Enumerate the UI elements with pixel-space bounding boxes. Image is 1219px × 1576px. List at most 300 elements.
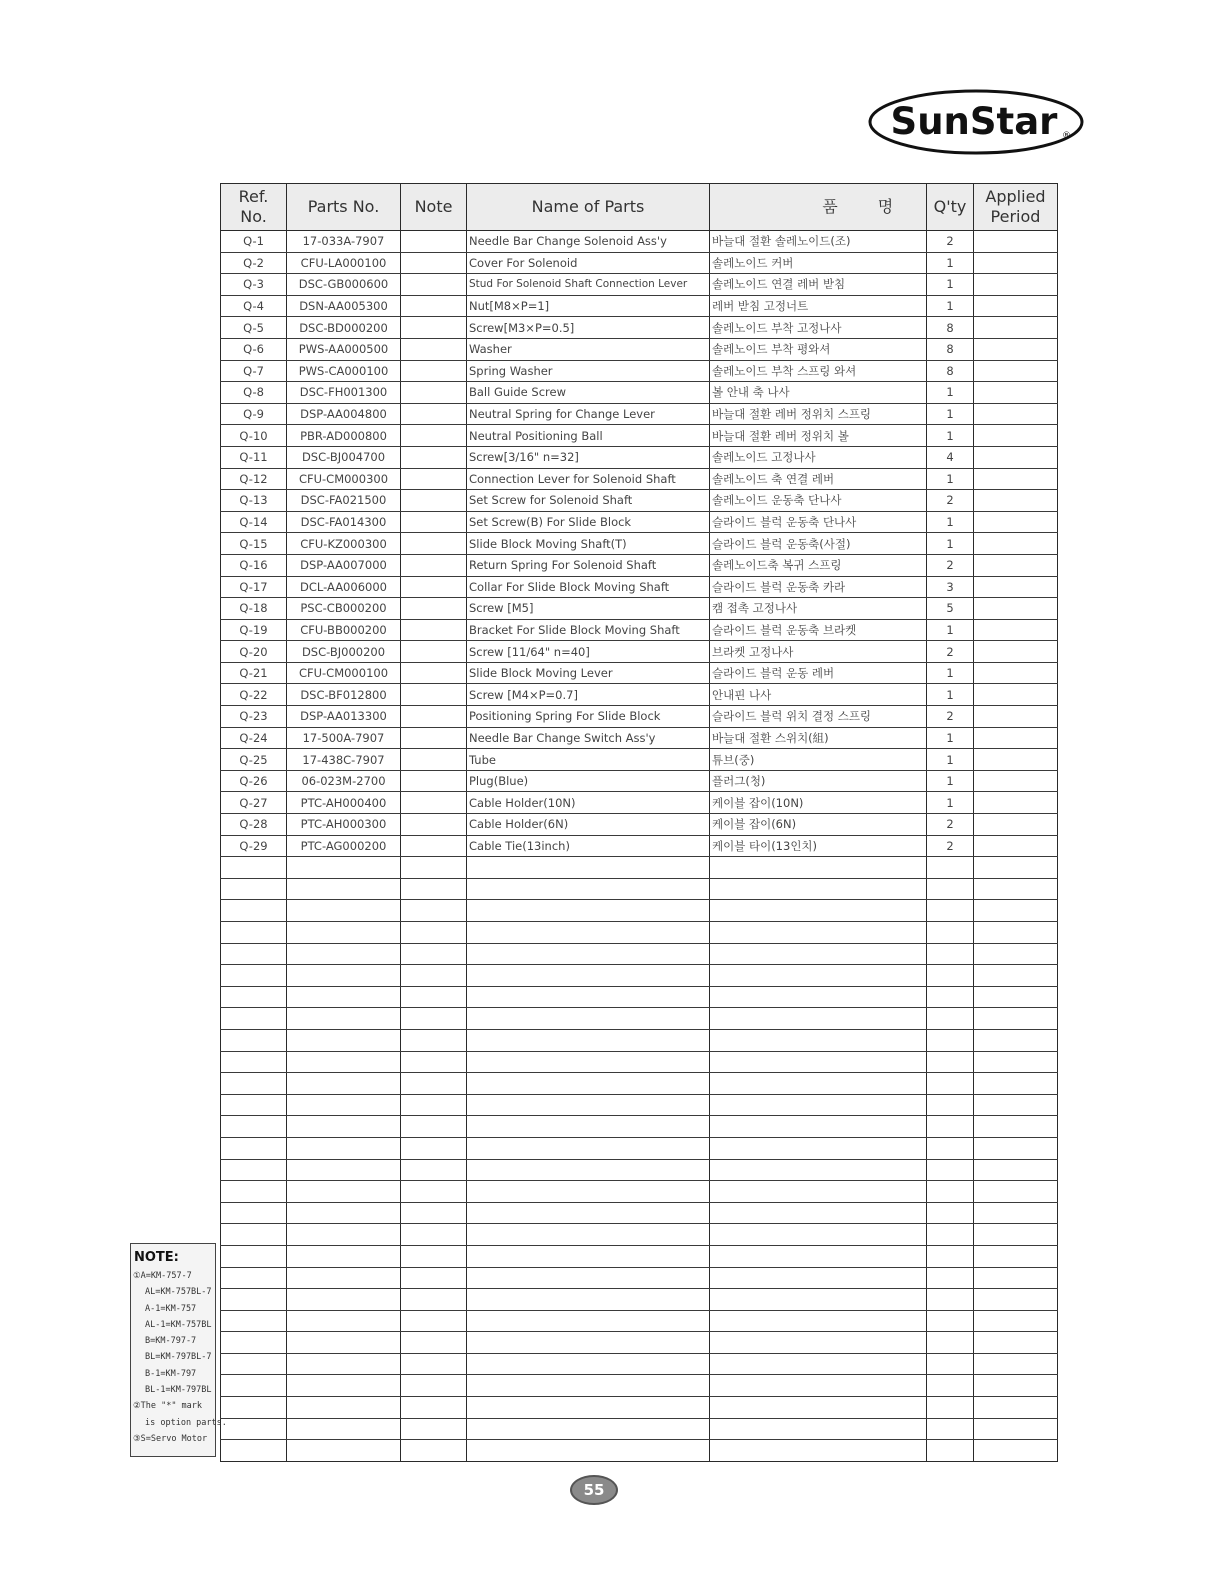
- name-of-parts-cell: [467, 1224, 710, 1246]
- table-row: [221, 403, 1058, 425]
- parts-no-cell: [287, 943, 401, 965]
- applied-period-cell: [974, 576, 1058, 598]
- parts-no-cell: DSN-AA005300: [287, 295, 401, 317]
- note-cell: [401, 641, 467, 663]
- note-cell: [401, 1418, 467, 1440]
- note-cell: [401, 490, 467, 512]
- name-of-parts-cell: [467, 1181, 710, 1203]
- applied-period-cell: [974, 1418, 1058, 1440]
- ref-cell: [221, 1094, 287, 1116]
- korean-name-cell: [710, 1440, 927, 1462]
- ref-cell: [221, 1029, 287, 1051]
- parts-no-cell: [287, 1073, 401, 1095]
- name-of-parts-cell: [467, 1353, 710, 1375]
- name-of-parts-cell: [467, 878, 710, 900]
- applied-period-cell: [974, 814, 1058, 836]
- parts-no-cell: [287, 1008, 401, 1030]
- empty-table-row: [221, 965, 1058, 987]
- ref-cell: [221, 857, 287, 879]
- note-cell: [401, 1029, 467, 1051]
- name-of-parts-cell: [467, 1289, 710, 1311]
- table-row: [221, 317, 1058, 339]
- name-of-parts-cell: Bracket For Slide Block Moving Shaft: [467, 619, 710, 641]
- parts-no-cell: [287, 1310, 401, 1332]
- ref-cell: Q-1: [221, 231, 287, 253]
- applied-period-cell: [974, 338, 1058, 360]
- applied-period-cell: [974, 1440, 1058, 1462]
- ref-cell: [221, 986, 287, 1008]
- note-cell: [401, 231, 467, 253]
- name-of-parts-cell: [467, 1418, 710, 1440]
- parts-no-cell: CFU-BB000200: [287, 619, 401, 641]
- korean-name-cell: 솔레노이드축 복귀 스프링: [710, 554, 927, 576]
- parts-no-cell: PTC-AH000400: [287, 792, 401, 814]
- name-of-parts-cell: Cover For Solenoid: [467, 252, 710, 274]
- qty-cell: 1: [927, 684, 974, 706]
- note-cell: [401, 814, 467, 836]
- table-row: [221, 533, 1058, 555]
- qty-cell: 5: [927, 598, 974, 620]
- note-line: is option parts.: [145, 1417, 227, 1428]
- name-of-parts-cell: [467, 857, 710, 879]
- empty-table-row: [221, 1029, 1058, 1051]
- note-cell: [401, 1181, 467, 1203]
- parts-no-cell: PSC-CB000200: [287, 598, 401, 620]
- ref-cell: [221, 1332, 287, 1354]
- ref-cell: Q-16: [221, 554, 287, 576]
- korean-name-cell: [710, 900, 927, 922]
- ref-cell: [221, 1051, 287, 1073]
- ref-cell: Q-27: [221, 792, 287, 814]
- korean-name-cell: [710, 1159, 927, 1181]
- name-of-parts-cell: Screw [M4×P=0.7]: [467, 684, 710, 706]
- applied-period-cell: [974, 1159, 1058, 1181]
- qty-cell: [927, 1094, 974, 1116]
- korean-name-cell: 솔레노이드 부착 스프링 와셔: [710, 360, 927, 382]
- korean-name-cell: 솔레노이드 부착 고정나사: [710, 317, 927, 339]
- name-of-parts-cell: [467, 1116, 710, 1138]
- note-cell: [401, 986, 467, 1008]
- qty-cell: 1: [927, 252, 974, 274]
- korean-name-cell: 솔레노이드 연결 레버 받침: [710, 274, 927, 296]
- korean-name-cell: [710, 1181, 927, 1203]
- table-row: [221, 576, 1058, 598]
- korean-name-cell: 케이블 잡이(6N): [710, 814, 927, 836]
- applied-period-cell: [974, 317, 1058, 339]
- qty-cell: [927, 1137, 974, 1159]
- qty-cell: [927, 857, 974, 879]
- name-of-parts-cell: [467, 1267, 710, 1289]
- applied-period-cell: [974, 1289, 1058, 1311]
- qty-cell: 1: [927, 511, 974, 533]
- qty-cell: 1: [927, 382, 974, 404]
- parts-no-cell: [287, 857, 401, 879]
- applied-period-cell: [974, 727, 1058, 749]
- korean-name-cell: 슬라이드 블럭 운동축(사절): [710, 533, 927, 555]
- note-cell: [401, 1224, 467, 1246]
- note-cell: [401, 338, 467, 360]
- empty-table-row: [221, 878, 1058, 900]
- ref-cell: [221, 1267, 287, 1289]
- ref-cell: [221, 1375, 287, 1397]
- applied-period-cell: [974, 857, 1058, 879]
- korean-name-cell: [710, 986, 927, 1008]
- name-of-parts-cell: [467, 1029, 710, 1051]
- note-cell: [401, 1267, 467, 1289]
- ref-cell: Q-4: [221, 295, 287, 317]
- note-line: BL-1=KM-797BL: [145, 1385, 212, 1396]
- note-line: ③S=Servo Motor: [133, 1433, 208, 1444]
- name-of-parts-cell: Plug(Blue): [467, 770, 710, 792]
- parts-no-cell: DSC-FA021500: [287, 490, 401, 512]
- name-of-parts-cell: [467, 943, 710, 965]
- note-cell: [401, 878, 467, 900]
- note-cell: [401, 922, 467, 944]
- note-line: AL-1=KM-757BL: [145, 1319, 212, 1330]
- qty-cell: [927, 1310, 974, 1332]
- applied-period-cell: [974, 1029, 1058, 1051]
- note-cell: [401, 533, 467, 555]
- header-parts-no: Parts No.: [287, 184, 401, 231]
- qty-cell: [927, 1440, 974, 1462]
- table-row: [221, 619, 1058, 641]
- applied-period-cell: [974, 1310, 1058, 1332]
- note-cell: [401, 1051, 467, 1073]
- qty-cell: [927, 1159, 974, 1181]
- korean-name-cell: [710, 1353, 927, 1375]
- ref-cell: Q-2: [221, 252, 287, 274]
- korean-name-cell: [710, 1137, 927, 1159]
- parts-no-cell: DSC-BJ004700: [287, 446, 401, 468]
- parts-no-cell: CFU-CM000300: [287, 468, 401, 490]
- name-of-parts-cell: Set Screw for Solenoid Shaft: [467, 490, 710, 512]
- qty-cell: [927, 1051, 974, 1073]
- ref-cell: [221, 1224, 287, 1246]
- qty-cell: 2: [927, 814, 974, 836]
- qty-cell: 1: [927, 727, 974, 749]
- korean-name-cell: 바늘대 절환 레버 정위치 볼: [710, 425, 927, 447]
- parts-no-cell: 06-023M-2700: [287, 770, 401, 792]
- note-cell: [401, 792, 467, 814]
- empty-table-row: [221, 986, 1058, 1008]
- korean-name-cell: [710, 1224, 927, 1246]
- parts-no-cell: [287, 1267, 401, 1289]
- table-row: [221, 835, 1058, 857]
- table-row: [221, 792, 1058, 814]
- qty-cell: 1: [927, 274, 974, 296]
- name-of-parts-cell: [467, 900, 710, 922]
- qty-cell: 1: [927, 749, 974, 771]
- note-cell: [401, 274, 467, 296]
- name-of-parts-cell: Slide Block Moving Lever: [467, 662, 710, 684]
- parts-no-cell: [287, 986, 401, 1008]
- header-note: Note: [401, 184, 467, 231]
- table-row: [221, 662, 1058, 684]
- qty-cell: [927, 1332, 974, 1354]
- empty-table-row: [221, 1116, 1058, 1138]
- name-of-parts-cell: Screw[M3×P=0.5]: [467, 317, 710, 339]
- ref-cell: [221, 1137, 287, 1159]
- korean-name-cell: 레버 받침 고정너트: [710, 295, 927, 317]
- qty-cell: 2: [927, 641, 974, 663]
- note-line: B-1=KM-797: [145, 1368, 197, 1379]
- svg-text:®: ®: [1062, 131, 1071, 141]
- note-line: ②The "*" mark: [133, 1401, 203, 1412]
- korean-name-cell: 케이블 잡이(10N): [710, 792, 927, 814]
- header-name-of-parts: Name of Parts: [467, 184, 710, 231]
- note-cell: [401, 598, 467, 620]
- ref-cell: [221, 1289, 287, 1311]
- note-line: BL=KM-797BL-7: [145, 1352, 212, 1363]
- name-of-parts-cell: [467, 1332, 710, 1354]
- parts-no-cell: [287, 1159, 401, 1181]
- note-cell: [401, 468, 467, 490]
- ref-cell: [221, 1418, 287, 1440]
- qty-cell: 8: [927, 360, 974, 382]
- korean-name-cell: 슬라이드 블럭 운동축 브라켓: [710, 619, 927, 641]
- applied-period-cell: [974, 468, 1058, 490]
- note-line: ①A=KM-757-7: [133, 1271, 192, 1281]
- ref-cell: Q-11: [221, 446, 287, 468]
- parts-no-cell: [287, 1224, 401, 1246]
- note-cell: [401, 1073, 467, 1095]
- korean-name-cell: [710, 1332, 927, 1354]
- name-of-parts-cell: Return Spring For Solenoid Shaft: [467, 554, 710, 576]
- applied-period-cell: [974, 446, 1058, 468]
- applied-period-cell: [974, 295, 1058, 317]
- parts-no-cell: DSC-BD000200: [287, 317, 401, 339]
- qty-cell: [927, 1116, 974, 1138]
- name-of-parts-cell: Collar For Slide Block Moving Shaft: [467, 576, 710, 598]
- korean-name-cell: [710, 1418, 927, 1440]
- table-row: [221, 295, 1058, 317]
- applied-period-cell: [974, 425, 1058, 447]
- applied-period-cell: [974, 360, 1058, 382]
- applied-period-cell: [974, 231, 1058, 253]
- empty-table-row: [221, 1375, 1058, 1397]
- ref-cell: [221, 900, 287, 922]
- applied-period-cell: [974, 684, 1058, 706]
- table-row: [221, 274, 1058, 296]
- korean-name-cell: 솔레노이드 축 연결 레버: [710, 468, 927, 490]
- applied-period-cell: [974, 965, 1058, 987]
- parts-no-cell: 17-500A-7907: [287, 727, 401, 749]
- korean-name-cell: [710, 857, 927, 879]
- note-cell: [401, 1310, 467, 1332]
- note-cell: [401, 1353, 467, 1375]
- table-row: [221, 511, 1058, 533]
- korean-name-cell: 플러그(청): [710, 770, 927, 792]
- note-cell: [401, 684, 467, 706]
- ref-cell: Q-9: [221, 403, 287, 425]
- applied-period-cell: [974, 403, 1058, 425]
- note-cell: [401, 749, 467, 771]
- korean-name-cell: [710, 1008, 927, 1030]
- ref-cell: Q-8: [221, 382, 287, 404]
- header-korean-right: 명: [877, 197, 894, 216]
- name-of-parts-cell: Nut[M8×P=1]: [467, 295, 710, 317]
- parts-no-cell: PWS-CA000100: [287, 360, 401, 382]
- table-row: [221, 684, 1058, 706]
- ref-cell: Q-3: [221, 274, 287, 296]
- name-of-parts-cell: Screw [M5]: [467, 598, 710, 620]
- note-cell: [401, 425, 467, 447]
- ref-cell: Q-6: [221, 338, 287, 360]
- empty-table-row: [221, 1397, 1058, 1419]
- qty-cell: [927, 1267, 974, 1289]
- applied-period-cell: [974, 1353, 1058, 1375]
- qty-cell: 1: [927, 619, 974, 641]
- applied-period-cell: [974, 619, 1058, 641]
- ref-cell: [221, 1440, 287, 1462]
- qty-cell: 1: [927, 533, 974, 555]
- korean-name-cell: 바늘대 절환 솔레노이드(조): [710, 231, 927, 253]
- qty-cell: [927, 1029, 974, 1051]
- table-row: [221, 706, 1058, 728]
- name-of-parts-cell: Cable Holder(6N): [467, 814, 710, 836]
- qty-cell: 1: [927, 403, 974, 425]
- ref-cell: Q-19: [221, 619, 287, 641]
- name-of-parts-cell: [467, 1202, 710, 1224]
- parts-no-cell: [287, 1332, 401, 1354]
- ref-cell: [221, 922, 287, 944]
- korean-name-cell: [710, 922, 927, 944]
- note-cell: [401, 252, 467, 274]
- note-cell: [401, 835, 467, 857]
- parts-no-cell: CFU-CM000100: [287, 662, 401, 684]
- qty-cell: [927, 1008, 974, 1030]
- note-cell: [401, 317, 467, 339]
- korean-name-cell: [710, 965, 927, 987]
- name-of-parts-cell: Cable Holder(10N): [467, 792, 710, 814]
- empty-table-row: [221, 1289, 1058, 1311]
- name-of-parts-cell: [467, 986, 710, 1008]
- ref-cell: Q-22: [221, 684, 287, 706]
- note-cell: [401, 1245, 467, 1267]
- name-of-parts-cell: Screw [11/64" n=40]: [467, 641, 710, 663]
- empty-table-row: [221, 922, 1058, 944]
- name-of-parts-cell: [467, 1094, 710, 1116]
- korean-name-cell: 캠 접촉 고정나사: [710, 598, 927, 620]
- applied-period-cell: [974, 1116, 1058, 1138]
- name-of-parts-cell: [467, 1008, 710, 1030]
- parts-no-cell: [287, 1440, 401, 1462]
- name-of-parts-cell: [467, 1375, 710, 1397]
- qty-cell: [927, 1289, 974, 1311]
- parts-no-cell: [287, 1116, 401, 1138]
- parts-no-cell: DSC-BJ000200: [287, 641, 401, 663]
- empty-table-row: [221, 1245, 1058, 1267]
- qty-cell: 1: [927, 662, 974, 684]
- qty-cell: [927, 943, 974, 965]
- empty-table-row: [221, 1224, 1058, 1246]
- name-of-parts-cell: Set Screw(B) For Slide Block: [467, 511, 710, 533]
- header-ref-no: Ref. No.: [221, 184, 287, 231]
- name-of-parts-cell: Spring Washer: [467, 360, 710, 382]
- ref-cell: [221, 1202, 287, 1224]
- parts-no-cell: [287, 1397, 401, 1419]
- name-of-parts-cell: Needle Bar Change Switch Ass'y: [467, 727, 710, 749]
- note-cell: [401, 446, 467, 468]
- note-line: B=KM-797-7: [145, 1336, 197, 1347]
- parts-no-cell: PTC-AH000300: [287, 814, 401, 836]
- empty-table-row: [221, 943, 1058, 965]
- qty-cell: 1: [927, 295, 974, 317]
- table-row: [221, 446, 1058, 468]
- empty-table-row: [221, 857, 1058, 879]
- header-korean-left: 품: [822, 197, 838, 216]
- parts-no-cell: DSC-FA014300: [287, 511, 401, 533]
- note-cell: [401, 1159, 467, 1181]
- name-of-parts-cell: Screw[3/16" n=32]: [467, 446, 710, 468]
- qty-cell: 1: [927, 792, 974, 814]
- name-of-parts-cell: Needle Bar Change Solenoid Ass'y: [467, 231, 710, 253]
- table-row: [221, 598, 1058, 620]
- table-row: [221, 554, 1058, 576]
- empty-table-row: [221, 1267, 1058, 1289]
- empty-table-row: [221, 1051, 1058, 1073]
- name-of-parts-cell: Neutral Positioning Ball: [467, 425, 710, 447]
- parts-table: [220, 183, 1058, 1462]
- ref-cell: Q-26: [221, 770, 287, 792]
- korean-name-cell: 솔레노이드 부착 평와셔: [710, 338, 927, 360]
- korean-name-cell: [710, 1267, 927, 1289]
- ref-cell: Q-12: [221, 468, 287, 490]
- empty-table-row: [221, 1202, 1058, 1224]
- name-of-parts-cell: Connection Lever for Solenoid Shaft: [467, 468, 710, 490]
- korean-name-cell: 솔레노이드 운동축 단나사: [710, 490, 927, 512]
- table-row: [221, 814, 1058, 836]
- parts-no-cell: [287, 1245, 401, 1267]
- empty-table-row: [221, 1440, 1058, 1462]
- ref-cell: Q-20: [221, 641, 287, 663]
- applied-period-cell: [974, 1181, 1058, 1203]
- ref-cell: [221, 1159, 287, 1181]
- applied-period-cell: [974, 554, 1058, 576]
- name-of-parts-cell: Slide Block Moving Shaft(T): [467, 533, 710, 555]
- ref-cell: [221, 1116, 287, 1138]
- applied-period-cell: [974, 1224, 1058, 1246]
- applied-period-cell: [974, 792, 1058, 814]
- note-cell: [401, 554, 467, 576]
- korean-name-cell: [710, 1094, 927, 1116]
- qty-cell: [927, 1245, 974, 1267]
- korean-name-cell: 슬라이드 블럭 운동축 카라: [710, 576, 927, 598]
- empty-table-row: [221, 1332, 1058, 1354]
- header-korean-name: [710, 184, 927, 231]
- note-line: A-1=KM-757: [145, 1303, 197, 1314]
- applied-period-cell: [974, 900, 1058, 922]
- qty-cell: 8: [927, 338, 974, 360]
- parts-no-cell: [287, 1289, 401, 1311]
- parts-no-cell: PWS-AA000500: [287, 338, 401, 360]
- parts-no-cell: PTC-AG000200: [287, 835, 401, 857]
- ref-cell: [221, 1353, 287, 1375]
- qty-cell: [927, 922, 974, 944]
- ref-cell: Q-25: [221, 749, 287, 771]
- note-cell: [401, 511, 467, 533]
- empty-table-row: [221, 900, 1058, 922]
- table-row: [221, 338, 1058, 360]
- korean-name-cell: 슬라이드 블럭 운동 레버: [710, 662, 927, 684]
- parts-no-cell: DSC-GB000600: [287, 274, 401, 296]
- empty-table-row: [221, 1159, 1058, 1181]
- note-box: [130, 1243, 227, 1457]
- qty-cell: 4: [927, 446, 974, 468]
- korean-name-cell: 바늘대 절환 레버 정위치 스프링: [710, 403, 927, 425]
- applied-period-cell: [974, 1137, 1058, 1159]
- table-row: [221, 749, 1058, 771]
